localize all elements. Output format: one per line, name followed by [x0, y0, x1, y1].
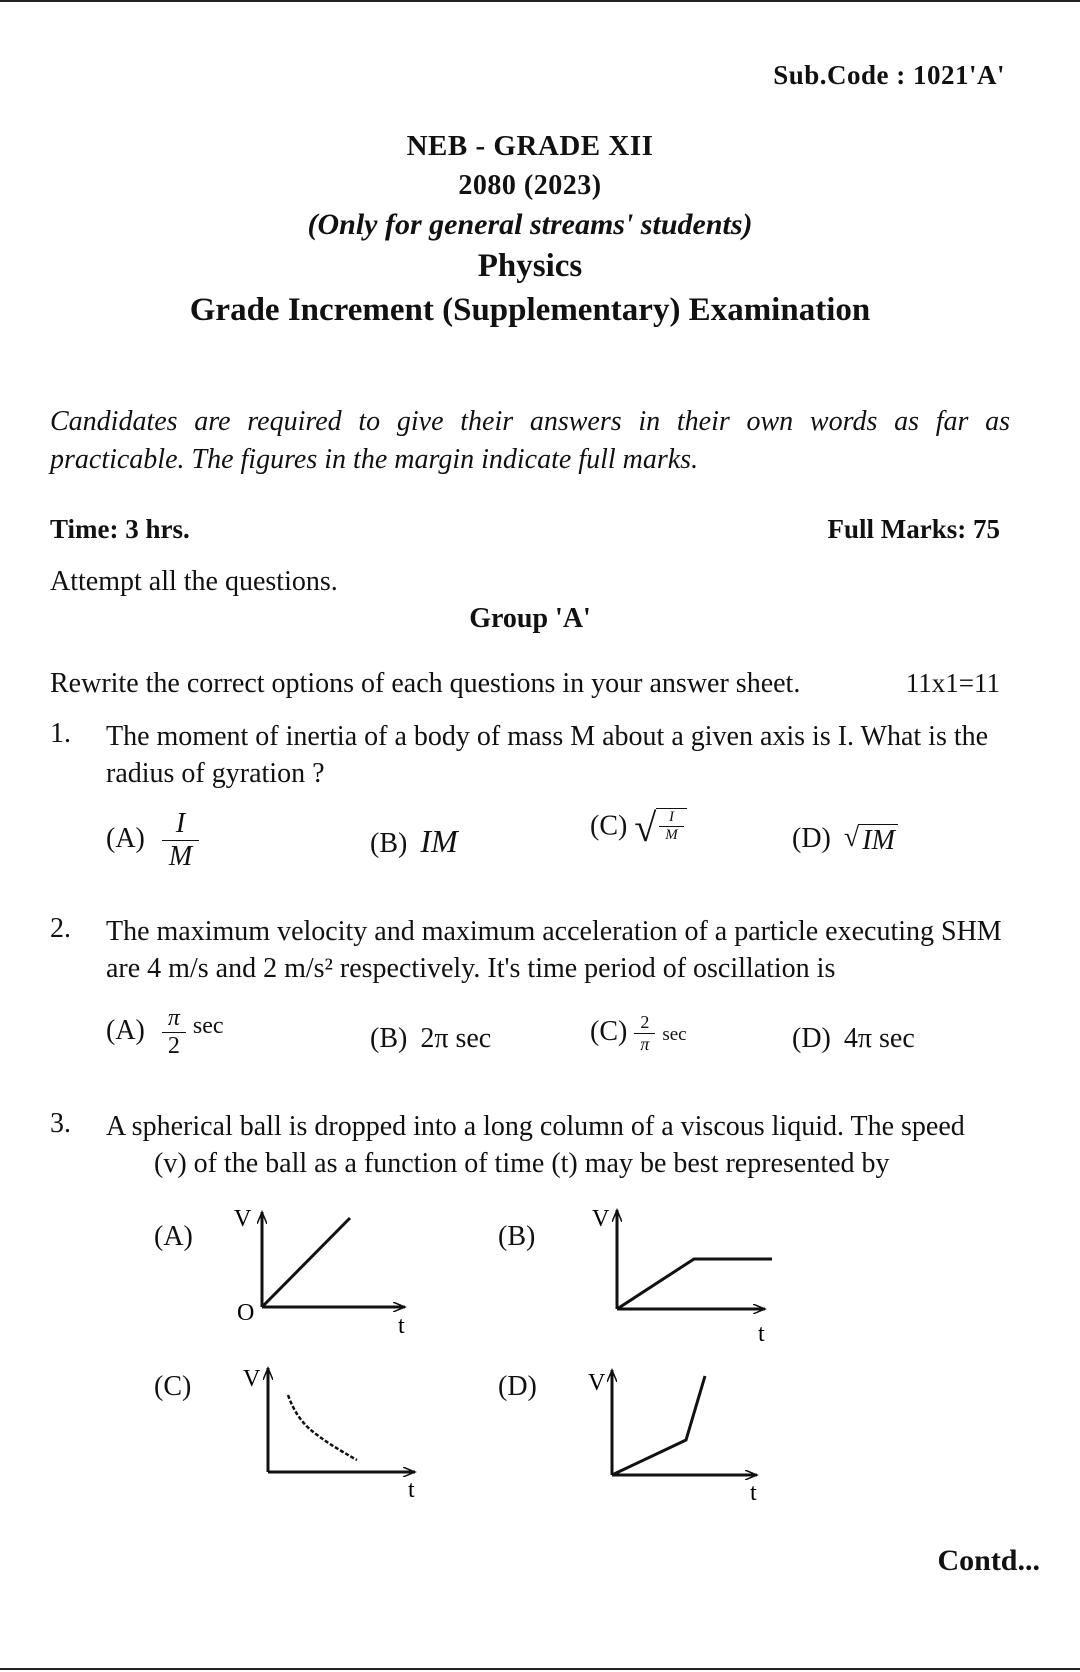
- expression-im: IM: [420, 823, 458, 859]
- continued-note: Contd...: [937, 1544, 1040, 1577]
- option-label: (D): [792, 1023, 831, 1054]
- question-1-text: The moment of inertia of a body of mass M about a given axis is I. What is the radius of gyration ?: [106, 721, 989, 789]
- graph-d-curve: [612, 1376, 705, 1475]
- question-3-option-b-label[interactable]: (B): [498, 1221, 536, 1252]
- exam-title: Grade Increment (Supplementary) Examination: [189, 292, 871, 328]
- option-label: (C): [590, 810, 628, 842]
- attempt-instruction: Attempt all the questions.: [50, 566, 338, 597]
- graph-a[interactable]: [234, 1206, 405, 1339]
- question-1-number: 1.: [50, 718, 71, 749]
- group-instruction: Rewrite the correct options of each questions in your answer sheet.: [50, 668, 801, 699]
- time-allowed: Time: 3 hrs.: [50, 514, 190, 544]
- option-label: (A): [106, 1014, 145, 1046]
- option-label: (A): [106, 822, 145, 854]
- group-heading: Group 'A': [469, 603, 591, 634]
- graph-b[interactable]: [592, 1206, 772, 1347]
- graph-c[interactable]: [243, 1366, 415, 1503]
- stream-note: (Only for general streams' students): [307, 208, 753, 241]
- graph-a-y-label: V: [234, 1206, 252, 1232]
- fraction-pi-over-2: $\frac{\pi}{2}$: [162, 1005, 186, 1060]
- subject-code: Sub.Code : 1021'A': [773, 60, 1005, 90]
- subject-title: Physics: [477, 248, 583, 284]
- question-3-number: 3.: [50, 1108, 71, 1139]
- unit-sec: sec: [662, 1023, 687, 1045]
- graph-d-x-label: t: [750, 1480, 757, 1506]
- sqrt-i-over-m: √ $\frac{I}{M}$: [634, 808, 686, 848]
- expression-4pi-sec: 4π sec: [843, 1023, 915, 1054]
- graph-a-x-label: t: [398, 1313, 405, 1339]
- exam-year: 2080 (2023): [458, 170, 602, 201]
- bottom-border: [0, 1668, 1080, 1670]
- board-title: NEB - GRADE XII: [406, 130, 654, 162]
- unit-sec: sec: [192, 1012, 224, 1039]
- candidate-instructions: Candidates are required to give their answers in their own words as far as practicable. The figures in the margin indicate full marks.: [50, 406, 1010, 475]
- question-3-option-a-label[interactable]: (A): [154, 1221, 193, 1252]
- graph-b-y-label: V: [592, 1206, 610, 1232]
- sqrt-im: √ IM: [844, 824, 898, 857]
- question-2-number: 2.: [50, 913, 71, 944]
- graph-d[interactable]: [588, 1370, 757, 1506]
- graph-b-curve: [617, 1259, 772, 1309]
- question-2-text: The maximum velocity and maximum acceleration of a particle executing SHM are 4 m/s and 2 m/s² respectively. It's time period of oscillation is: [106, 916, 1002, 984]
- graph-c-curve: [288, 1395, 357, 1460]
- fraction-2-over-pi: $\frac{2}{\pi}$: [634, 1012, 655, 1055]
- full-marks: Full Marks: 75: [827, 514, 1000, 544]
- question-3-option-d-label[interactable]: (D): [498, 1371, 537, 1402]
- option-label: (D): [792, 823, 831, 854]
- graph-c-y-label: V: [243, 1366, 261, 1392]
- fraction-i-over-m: $\frac{I}{M}$: [162, 808, 199, 873]
- graph-d-y-label: V: [588, 1370, 606, 1396]
- option-label: (C): [590, 1015, 628, 1047]
- graph-c-x-label: t: [408, 1477, 415, 1503]
- question-3-option-c-label[interactable]: (C): [154, 1371, 192, 1402]
- option-label: (B): [370, 1023, 408, 1054]
- question-3-text-line-2: (v) of the ball as a function of time (t) may be best represented by: [154, 1148, 890, 1179]
- group-marks: 11x1=11: [905, 668, 1000, 698]
- graph-b-x-label: t: [758, 1321, 765, 1347]
- graph-a-origin-label: O: [237, 1300, 255, 1326]
- graph-a-curve: [262, 1218, 350, 1307]
- option-label: (B): [370, 828, 408, 859]
- expression-2pi-sec: 2π sec: [420, 1023, 492, 1054]
- question-3-text-line-1: A spherical ball is dropped into a long column of a viscous liquid. The speed: [106, 1111, 965, 1142]
